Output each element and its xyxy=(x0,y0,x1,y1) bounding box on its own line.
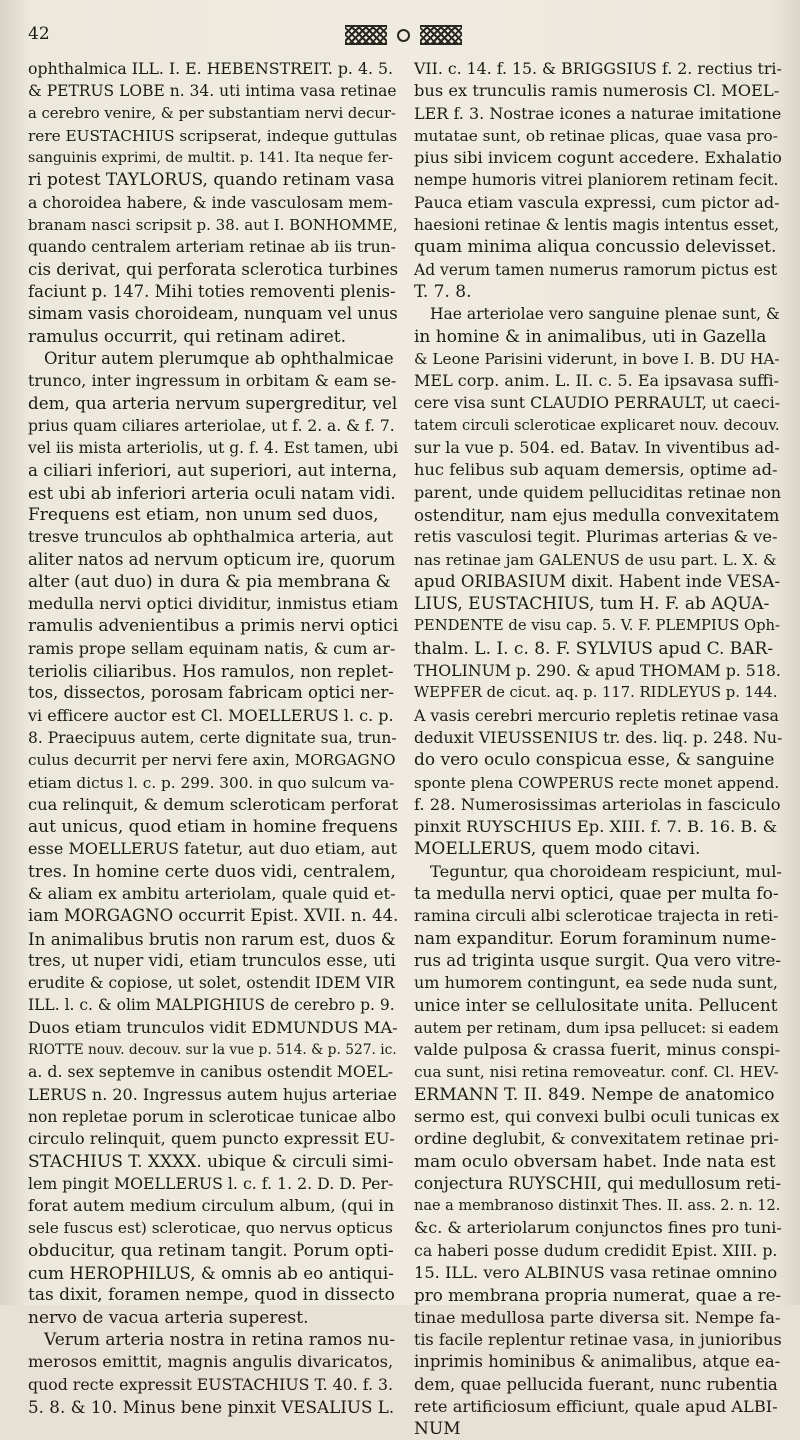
text-line: culus decurrit per nervi fere axin, MORGAGNO xyxy=(28,751,396,770)
text-line: cum HEROPHILUS, & omnis ab eo antiqui- xyxy=(28,1263,394,1284)
text-line: mam oculo obversam habet. Inde nata est xyxy=(414,1151,776,1172)
text-line: T. 7. 8. xyxy=(414,281,472,302)
text-line: dem, quae pellucida fuerant, nunc rubentia xyxy=(414,1374,778,1394)
text-line: tis facile replentur retinae vasa, in junioribus xyxy=(414,1329,782,1349)
text-line: est ubi ab inferiori arteria oculi natam vidi. xyxy=(28,482,396,503)
text-line: MEL corp. anim. L. II. c. 5. Ea ipsavasa suffi- xyxy=(414,371,780,391)
text-line: tinae medullosa parte diversa sit. Nempe fa- xyxy=(414,1307,781,1327)
text-line: ramulus occurrit, qui retinam adiret. xyxy=(28,326,347,347)
text-line: mutatae sunt, ob retinae plicas, quae vasa pro- xyxy=(414,126,778,145)
text-line: forat autem medium circulum album, (qui in xyxy=(28,1196,395,1216)
text-line: trunco, inter ingressum in orbitam & eam se- xyxy=(28,371,397,391)
text-line: in homine & in animalibus, uti in Gazella xyxy=(414,326,767,347)
page-header xyxy=(0,18,800,54)
text-line: obducitur, qua retinam tangit. Porum opti- xyxy=(28,1240,394,1261)
text-line: thalm. L. I. c. 8. F. SYLVIUS apud C. BAR- xyxy=(414,638,774,659)
text-line: branam nasci scripsit p. 38. aut I. BONHOMME, xyxy=(28,216,398,235)
text-line: ramis prope sellam equinam natis, & cum ar- xyxy=(28,638,396,658)
text-line: cua sunt, nisi retina removeatur. conf. Cl. HEV- xyxy=(414,1063,779,1082)
text-line: nempe humoris vitrei planiorem retinam fecit. xyxy=(414,171,779,190)
text-line: pius sibi invicem cogunt accedere. Exhalatio xyxy=(414,148,782,168)
text-line: unice inter se cellulositate unita. Pellucent xyxy=(414,995,778,1016)
text-line: tres, ut nuper vidi, etiam trunculos esse, uti xyxy=(28,950,396,970)
text-line: rus ad triginta usque surgit. Qua vero vitre- xyxy=(414,950,781,970)
text-line: Oritur autem plerumque ab ophthalmicae xyxy=(44,348,394,368)
text-line: STACHIUS T. XXXX. ubique & circuli simi- xyxy=(28,1151,394,1172)
text-line: quando centralem arteriam retinae ab iis trun- xyxy=(28,238,396,257)
text-line: quam minima aliqua concussio delevisset. xyxy=(414,237,777,258)
text-line: sponte plena COWPERUS recte monet append. xyxy=(414,773,780,792)
text-line: alter (aut duo) in dura & pia membrana & xyxy=(28,571,391,592)
text-line: erudite & copiose, ut solet, ostendit IDEM VIR xyxy=(28,974,395,993)
text-line: sermo est, qui convexi bulbi oculi tunicas ex xyxy=(414,1106,780,1126)
ornament-left-icon xyxy=(345,25,387,45)
text-line: simam vasis choroideam, nunquam vel unus xyxy=(28,304,398,324)
text-line: parent, unde quidem pelluciditas retinae non xyxy=(414,482,782,502)
text-line: cere visa sunt CLAUDIO PERRAULT, ut caeci- xyxy=(414,393,781,413)
text-line: esse MOELLERUS fatetur, aut duo etiam, aut xyxy=(28,839,398,859)
text-line: tatem circuli scleroticae explicaret nouv. decouv. xyxy=(414,416,780,434)
text-line: ILL. l. c. & olim MALPIGHIUS de cerebro p. 9. xyxy=(28,996,395,1015)
text-line: lem pingit MOELLERUS l. c. f. 1. 2. D. D. Per- xyxy=(28,1173,394,1193)
text-line: LERUS n. 20. Ingressus autem hujus arteriae xyxy=(28,1084,397,1104)
text-line: ca haberi posse dudum credidit Epist. XIII. p. xyxy=(414,1240,778,1260)
text-line: In animalibus brutis non rarum est, duos & xyxy=(28,928,396,949)
text-line: quod recte expressit EUSTACHIUS T. 40. f. 3. xyxy=(28,1374,394,1394)
text-line: non repletae porum in scleroticae tunicae albo xyxy=(28,1107,396,1126)
text-line: sele fuscus est) scleroticae, quo nervus opticus xyxy=(28,1219,393,1238)
text-line: haesioni retinae & lentis magis intentus esset, xyxy=(414,216,780,235)
text-line: pinxit RUYSCHIUS Ep. XIII. f. 7. B. 16. B. & xyxy=(414,817,778,837)
text-line: f. 28. Numerosissimas arteriolas in fasciculo xyxy=(414,794,781,814)
text-line: NUM xyxy=(414,1419,461,1440)
text-line: & aliam ex ambitu arteriolam, quale quid et- xyxy=(28,883,396,903)
text-line: &c. & arteriolarum conjunctos fines pro tuni- xyxy=(414,1218,782,1238)
text-line: aut unicus, quod etiam in homine frequens xyxy=(28,817,398,838)
text-line: ta medulla nervi optici, quae per multa fo- xyxy=(414,883,779,904)
right-text-column xyxy=(414,58,783,1440)
text-line: do vero oculo conspicua esse, & sanguine xyxy=(414,750,775,771)
text-line: teriolis ciliaribus. Hos ramulos, non replet- xyxy=(28,661,394,682)
text-line: PENDENTE de visu cap. 5. V. F. PLEMPIUS Oph- xyxy=(414,617,781,635)
text-line: iam MORGAGNO occurrit Epist. XVII. n. 44. xyxy=(28,906,399,926)
text-line: dem, qua arteria nervum supergreditur, vel xyxy=(28,393,398,414)
text-line: conjectura RUYSCHII, qui medullosum reti- xyxy=(414,1173,782,1193)
text-line: Pauca etiam vascula expressi, cum pictor ad- xyxy=(414,192,780,212)
text-line: vel iis mista arteriolis, ut g. f. 4. Est tamen, ubi xyxy=(28,439,399,458)
text-line: LER f. 3. Nostrae icones a naturae imitatione xyxy=(414,103,782,123)
text-line: merosos emittit, magnis angulis divaricatos, xyxy=(28,1352,394,1372)
text-line: THOLINUM p. 290. & apud THOMAM p. 518. xyxy=(414,661,781,681)
text-line: tos, dissectos, porosam fabricam optici ner- xyxy=(28,683,394,703)
text-line: VII. c. 14. f. 15. & BRIGGSIUS f. 2. rectius tri- xyxy=(414,59,782,78)
text-line: A vasis cerebri mercurio repletis retinae vasa xyxy=(414,705,779,725)
text-line: retis vasculosi tegit. Plurimas arterias & ve- xyxy=(414,527,778,547)
text-line: tres. In homine certe duos vidi, centralem, xyxy=(28,861,396,882)
text-line: Verum arteria nostra in retina ramos nu- xyxy=(44,1329,396,1350)
text-line: valde pulposa & crassa fuerit, minus conspi- xyxy=(414,1040,781,1060)
text-line: circulo relinquit, quem puncto expressit EU- xyxy=(28,1129,395,1149)
text-line: vi efficere auctor est Cl. MOELLERUS l. c. p. xyxy=(28,705,394,725)
text-line: bus ex trunculis ramis numerosis Cl. MOEL- xyxy=(414,81,780,101)
text-line: 15. ILL. vero ALBINUS vasa retinae omnino xyxy=(414,1263,778,1283)
text-line: inprimis hominibus & animalibus, atque ea- xyxy=(414,1352,781,1372)
ornament-right-icon xyxy=(420,25,462,45)
text-line: pro membrana propria numerat, quae a re- xyxy=(414,1285,782,1306)
text-line: tresve trunculos ab ophthalmica arteria, aut xyxy=(28,527,394,547)
text-line: a ciliari inferiori, aut superiori, aut interna, xyxy=(28,460,398,481)
text-line: LIUS, EUSTACHIUS, tum H. F. ab AQUA- xyxy=(414,594,770,615)
page-number: 42 xyxy=(28,24,50,44)
text-line: sur la vue p. 504. ed. Batav. In viventibus ad- xyxy=(414,438,780,458)
text-line: autem per retinam, dum ipsa pellucet: si eadem xyxy=(414,1018,779,1037)
text-line: tas dixit, foramen nempe, quod in dissecto xyxy=(28,1285,395,1306)
text-line: Frequens est etiam, non unum sed duos, xyxy=(28,504,379,525)
ornament-icon xyxy=(338,22,468,48)
text-line: a. d. sex septemve in canibus ostendit MOEL- xyxy=(28,1062,394,1082)
text-line: ERMANN T. II. 849. Nempe de anatomico xyxy=(414,1084,775,1105)
text-line: nas retinae jam GALENUS de usu part. L. X. & xyxy=(414,550,777,569)
text-line: ordine deglubit, & convexitatem retinae pri- xyxy=(414,1129,779,1149)
text-line: RIOTTE nouv. decouv. sur la vue p. 514. & p. 527. ic. xyxy=(28,1042,397,1059)
ornament-circle-icon xyxy=(397,29,410,42)
text-line: rere EUSTACHIUS scripserat, indeque guttulas xyxy=(28,126,398,145)
text-line: WEPFER de cicut. aq. p. 117. RIDLEYUS p. 144. xyxy=(414,684,778,702)
text-line: Ad verum tamen numerus ramorum pictus est xyxy=(414,260,778,279)
text-line: Duos etiam trunculos vidit EDMUNDUS MA- xyxy=(28,1017,398,1037)
text-line: nae a membranoso distinxit Thes. II. ass. 2. n. 12. xyxy=(414,1198,781,1215)
text-line: um humorem contingunt, ea sede nuda sunt, xyxy=(414,973,778,993)
text-line: nam expanditur. Eorum foraminum nume- xyxy=(414,928,777,949)
text-line: 5. 8. & 10. Minus bene pinxit VESALIUS L. xyxy=(28,1396,395,1417)
text-line: cua relinquit, & demum scleroticam perforat xyxy=(28,794,399,814)
text-line: & PETRUS LOBE n. 34. uti intima vasa retinae xyxy=(28,82,397,101)
left-text-column xyxy=(28,58,399,1417)
text-line: aliter natos ad nervum opticum ire, quorum xyxy=(28,549,396,569)
text-line: a cerebro venire, & per substantiam nervi decur- xyxy=(28,104,396,122)
text-line: a choroidea habere, & inde vasculosam mem- xyxy=(28,192,393,212)
text-line: Teguntur, qua choroideam respiciunt, mul- xyxy=(430,861,782,881)
text-line: ostenditur, nam ejus medulla convexitatem xyxy=(414,504,780,525)
text-line: rete artificiosum efficiunt, quale apud ALBI- xyxy=(414,1396,778,1416)
text-line: ophthalmica ILL. I. E. HEBENSTREIT. p. 4. 5. xyxy=(28,59,394,78)
text-line: faciunt p. 147. Mihi toties removenti plenis- xyxy=(28,281,396,301)
text-line: Hae arteriolae vero sanguine plenae sunt, & xyxy=(430,305,780,324)
text-line: MOELLERUS, quem modo citavi. xyxy=(414,839,701,860)
text-line: etiam dictus l. c. p. 299. 300. in quo sulcum va- xyxy=(28,773,395,792)
text-line: apud ORIBASIUM dixit. Habent inde VESA- xyxy=(414,571,781,591)
text-line: & Leone Parisini viderunt, in bove I. B. DU HA- xyxy=(414,349,780,368)
text-line: ri potest TAYLORUS, quando retinam vasa xyxy=(28,170,395,191)
text-line: huc felibus sub aquam demersis, optime ad- xyxy=(414,460,778,480)
text-line: ramina circuli albi scleroticae trajecta in reti- xyxy=(414,906,779,926)
text-line: prius quam ciliares arteriolae, ut f. 2. a. & f. 7. xyxy=(28,416,395,435)
text-line: nervo de vacua arteria superest. xyxy=(28,1307,309,1328)
text-line: sanguinis exprimi, de multit. p. 141. Ita neque fer- xyxy=(28,150,393,167)
text-line: medulla nervi optici dividitur, inmistus etiam xyxy=(28,594,399,614)
text-line: ramulis advenientibus a primis nervi optici xyxy=(28,616,399,637)
text-line: cis derivat, qui perforata sclerotica turbines xyxy=(28,259,399,279)
text-line: 8. Praecipuus autem, certe dignitate sua, trun- xyxy=(28,728,397,747)
text-line: deduxit VIEUSSENIUS tr. des. liq. p. 248. Nu- xyxy=(414,727,783,747)
